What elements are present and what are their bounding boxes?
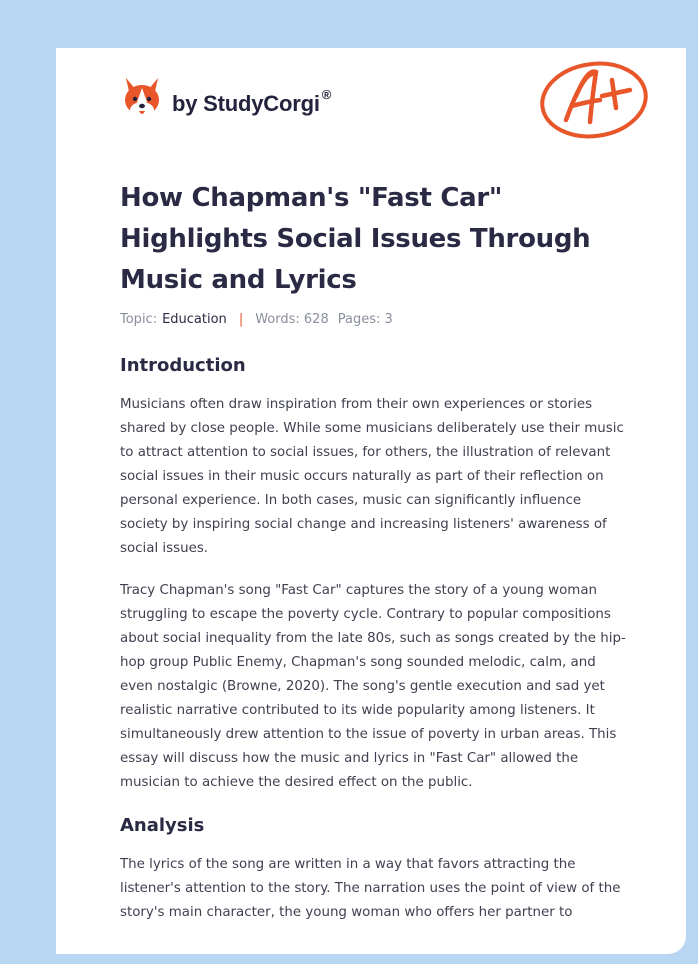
registered-mark: ®: [321, 87, 332, 102]
paragraph: Tracy Chapman's song "Fast Car" captures the story of a young woman struggling to escape the poverty cycle. Contrary to popular compositions about social inequality from the late 80s, such as songs created by the hip-hop group Public Enemy, Chapman's song sounded melodic, calm, and even nostalgic (Browne, 2020). The song's gentle execution and sad yet realistic narrative contributed to its wide popularity among listeners. It simultaneously drew attention to the issue of poverty in urban areas. This essay will discuss how the music and lyrics in "Fast Car" allowed the musician to achieve the desired effect on the public.: [120, 583, 626, 790]
brand-name: by StudyCorgi: [172, 91, 320, 116]
page-count: Pages: 3: [337, 312, 393, 327]
grade-badge: [536, 58, 656, 146]
page-title: How Chapman's "Fast Car" Highlights Social Issues Through Music and Lyrics: [120, 183, 591, 295]
paragraph: The lyrics of the song are written in a way that favors attracting the listener's attention to the story. The narration uses the point of view of the story's main character, the young woman who offers her partner to: [120, 857, 621, 920]
studycorgi-logo[interactable]: [122, 76, 331, 120]
section-heading-introduction: Introduction: [120, 355, 246, 376]
topic-label: Topic:: [120, 312, 158, 327]
topic-link[interactable]: Education: [162, 312, 227, 327]
section-heading-analysis: Analysis: [120, 815, 205, 836]
word-count: Words: 628: [255, 312, 329, 327]
document-meta: [120, 312, 393, 327]
document-page: [56, 48, 686, 954]
corgi-icon: [122, 76, 162, 120]
a-plus-grade-icon: [536, 58, 656, 142]
essay-content: [120, 353, 630, 943]
meta-separator: |: [238, 312, 244, 327]
paragraph: Musicians often draw inspiration from their own experiences or stories shared by close people. While some musicians deliberately use their music to attract attention to social issues, for others, the illustration of relevant social issues in their music occurs naturally as part of their reflection on personal experience. In both cases, music can significantly influence society by inspiring social change and increasing listeners' awareness of social issues.: [120, 397, 624, 556]
